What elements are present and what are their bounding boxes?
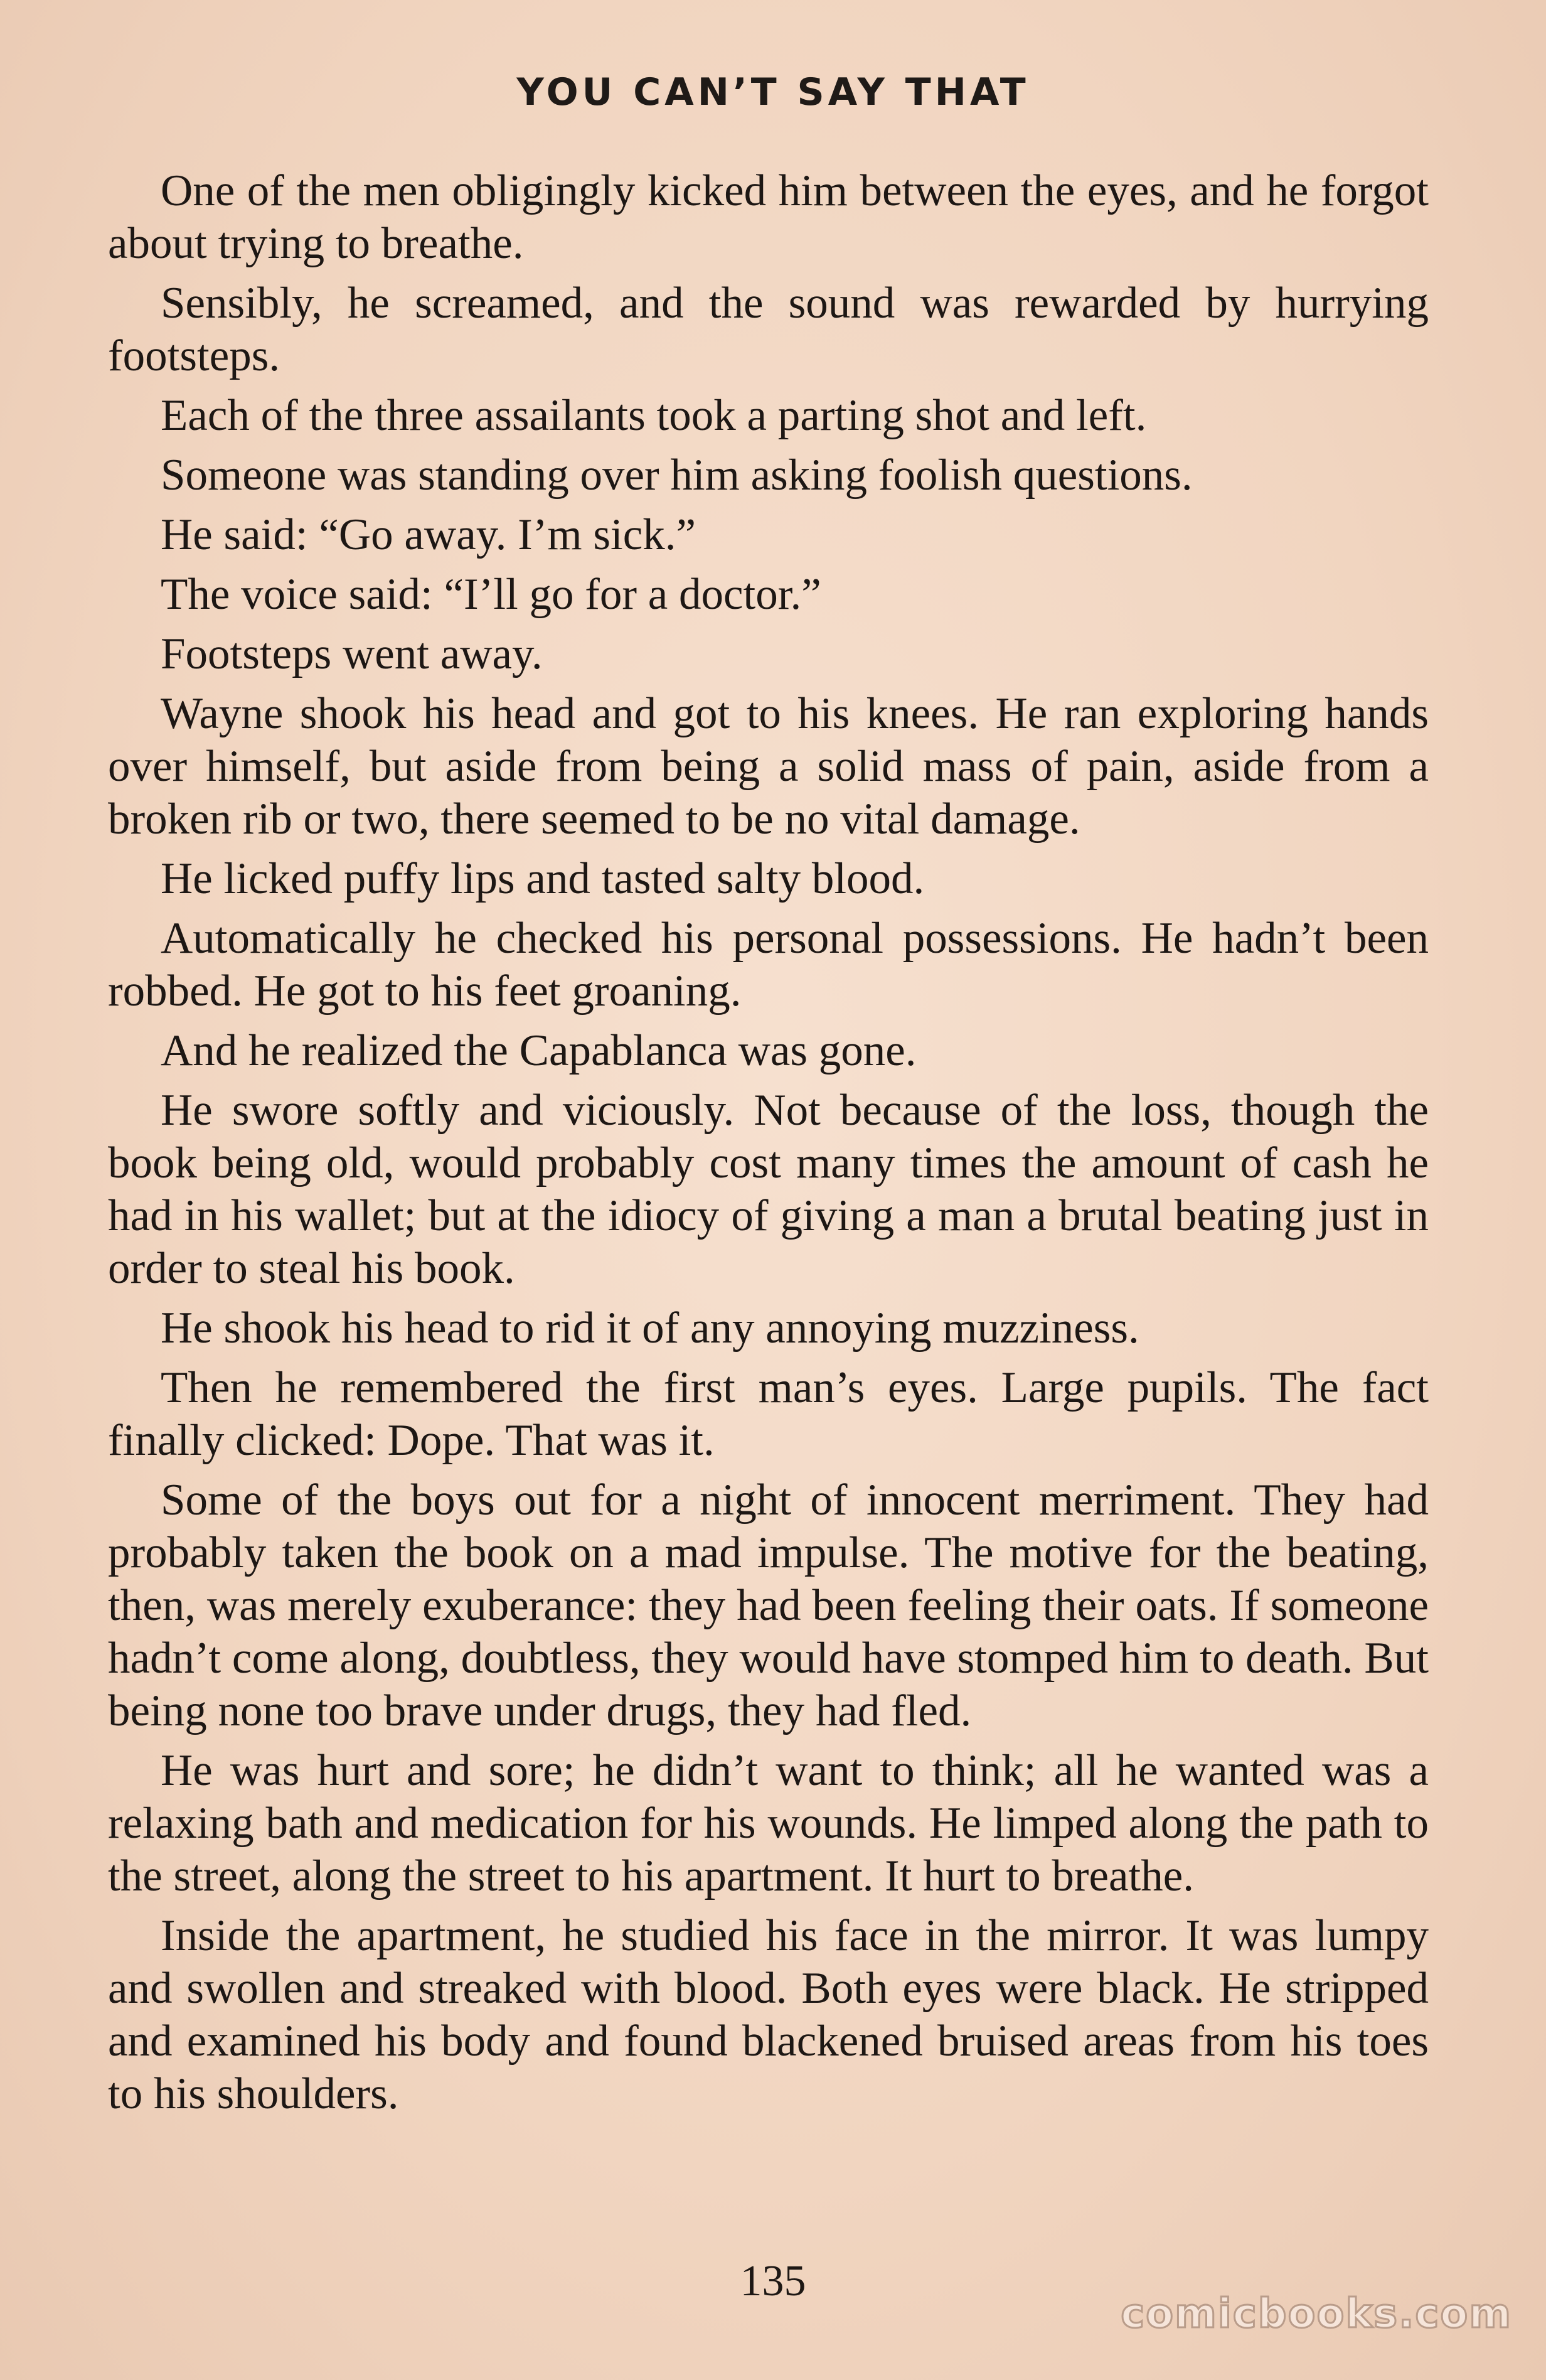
watermark: comicbooks.com: [1121, 2291, 1512, 2337]
paragraph: One of the men obligingly kicked him between the eyes, and he forgot about trying to breathe.: [108, 166, 1429, 268]
paragraph: And he realized the Capablanca was gone.: [161, 1026, 917, 1075]
paragraph: Some of the boys out for a night of innocent merriment. They had probably taken the book on a mad impulse. The motive for the beating, then, was merely exuberance: they had been feeling their oats. If someone hadn’t come along, doubtless, they would have stomped him to death. But being none too brave under drugs, they had fled.: [108, 1476, 1429, 1735]
paragraph: Someone was standing over him asking foolish questions.: [161, 451, 1193, 500]
paragraph: He licked puffy lips and tasted salty blood.: [161, 854, 925, 903]
paragraph: He swore softly and viciously. Not because of the loss, though the book being old, would probably cost many times the amount of cash he had in his wallet; but at the idiocy of giving a man a brutal beating just in order to steal his book.: [108, 1086, 1429, 1293]
paragraph: Inside the apartment, he studied his face in the mirror. It was lumpy and swollen and streaked with blood. Both eyes were black. He stripped and examined his body and found blackened bruised areas from his toes to his shoulders.: [108, 1911, 1429, 2118]
paragraph: He was hurt and sore; he didn’t want to think; all he wanted was a relaxing bath and medication for his wounds. He limped along the path to the street, along the street to his apartment. It hurt to breathe.: [108, 1746, 1429, 1900]
paragraph: Sensibly, he screamed, and the sound was rewarded by hurrying footsteps.: [108, 279, 1429, 380]
page-number: 135: [740, 2257, 806, 2305]
paragraph: Wayne shook his head and got to his knees. He ran exploring hands over himself, but aside from being a solid mass of pain, aside from a broken rib or two, there seemed to be no vital damage.: [108, 689, 1429, 844]
paragraph: The voice said: “I’ll go for a doctor.”: [161, 570, 821, 619]
body-text: [108, 164, 1429, 2127]
paragraph: Footsteps went away.: [161, 630, 543, 678]
paragraph: Automatically he checked his personal possessions. He hadn’t been robbed. He got to his feet groaning.: [108, 914, 1429, 1016]
running-title: YOU CAN’T SAY THAT: [516, 70, 1030, 114]
paragraph: Each of the three assailants took a parting shot and left.: [161, 391, 1147, 440]
paragraph: He shook his head to rid it of any annoying muzziness.: [161, 1304, 1139, 1353]
paragraph: Then he remembered the first man’s eyes. Large pupils. The fact finally clicked: Dope. That was it.: [108, 1363, 1429, 1465]
paragraph: He said: “Go away. I’m sick.”: [161, 510, 696, 559]
